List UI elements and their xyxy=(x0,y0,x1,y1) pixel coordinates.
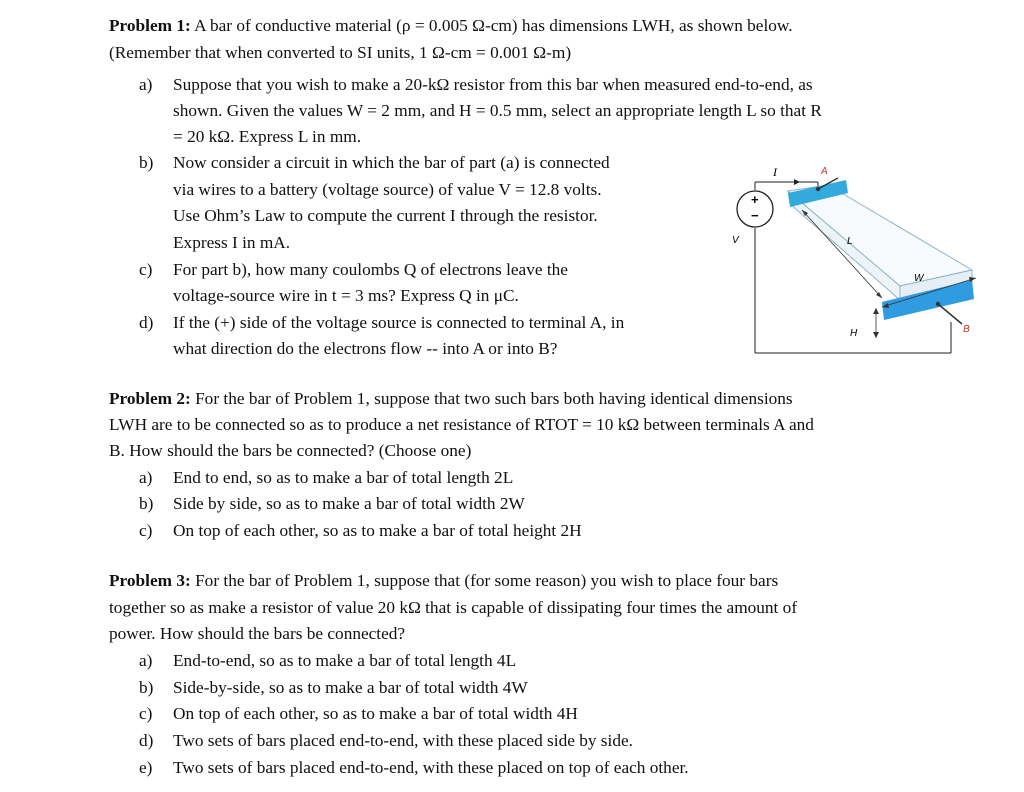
part-b-line1: Now consider a circuit in which the bar of part (a) is connected xyxy=(173,153,610,172)
part-b-label: b) xyxy=(139,153,154,172)
current-label: I xyxy=(773,165,777,179)
problem3-line3: power. How should the bars be connected? xyxy=(109,624,406,643)
resistor-circuit-diagram xyxy=(710,158,980,363)
problem3-option-a: End-to-end, so as to make a bar of total length 4L xyxy=(173,651,517,670)
problem3-option-b: Side-by-side, so as to make a bar of total width 4W xyxy=(173,678,528,697)
problem3-line1: Problem 3: For the bar of Problem 1, suppose that (for some reason) you wish to place four bars xyxy=(109,571,779,590)
problem1-heading: Problem 1: xyxy=(109,16,191,35)
part-d-line1: If the (+) side of the voltage source is connected to terminal A, in xyxy=(173,313,625,332)
problem2-option-c-label: c) xyxy=(139,521,153,540)
problem2-option-c: On top of each other, so as to make a bar of total height 2H xyxy=(173,521,582,540)
length-label: L xyxy=(847,236,853,247)
problem2-line3: B. How should the bars be connected? (Choose one) xyxy=(109,441,472,460)
part-a-line1: Suppose that you wish to make a 20-kΩ resistor from this bar when measured end-to-end, as xyxy=(173,75,813,94)
part-c-line1: For part b), how many coulombs Q of electrons leave the xyxy=(173,260,568,279)
terminal-b-label: B xyxy=(963,324,970,335)
height-label: H xyxy=(850,328,858,339)
part-b-line4: Express I in mA. xyxy=(173,233,291,252)
battery-plus-sign: + xyxy=(751,192,759,207)
problem3-line2: together so as make a resistor of value 20 kΩ that is capable of dissipating four times the amount of xyxy=(109,598,798,617)
width-label: W xyxy=(914,273,924,284)
problem2-option-b-label: b) xyxy=(139,494,154,513)
terminal-a-label: A xyxy=(821,166,828,177)
problem3-heading: Problem 3: xyxy=(109,571,191,590)
problem3-option-b-label: b) xyxy=(139,678,154,697)
problem3-option-d: Two sets of bars placed end-to-end, with these placed side by side. xyxy=(173,731,633,750)
problem2-option-a-label: a) xyxy=(139,468,153,487)
problem3-option-d-label: d) xyxy=(139,731,154,750)
part-d-label: d) xyxy=(139,313,154,332)
part-a-line3: = 20 kΩ. Express L in mm. xyxy=(173,127,362,146)
part-b-line3: Use Ohm’s Law to compute the current I through the resistor. xyxy=(173,206,598,225)
problem1-intro-line1: Problem 1: A bar of conductive material (ρ = 0.005 Ω-cm) has dimensions LWH, as shown below. xyxy=(109,16,793,35)
problem2-heading: Problem 2: xyxy=(109,389,191,408)
problem3-option-c-label: c) xyxy=(139,704,153,723)
problem3-option-c: On top of each other, so as to make a bar of total width 4H xyxy=(173,704,578,723)
part-a-line2: shown. Given the values W = 2 mm, and H = 0.5 mm, select an appropriate length L so that R xyxy=(173,101,822,120)
part-c-line2: voltage-source wire in t = 3 ms? Express Q in μC. xyxy=(173,286,519,305)
voltage-label: V xyxy=(732,235,739,246)
battery-minus-sign: − xyxy=(751,208,759,223)
problem2-line1: Problem 2: For the bar of Problem 1, suppose that two such bars both having identical dimensions xyxy=(109,389,793,408)
part-d-line2: what direction do the electrons flow -- into A or into B? xyxy=(173,339,558,358)
problem3-option-a-label: a) xyxy=(139,651,153,670)
problem3-option-e-label: e) xyxy=(139,758,153,777)
problem2-option-b: Side by side, so as to make a bar of total width 2W xyxy=(173,494,525,513)
problem1-intro-line2: (Remember that when converted to SI units, 1 Ω-cm = 0.001 Ω-m) xyxy=(109,43,572,62)
problem2-line2: LWH are to be connected so as to produce a net resistance of RTOT = 10 kΩ between terminals A and xyxy=(109,415,814,434)
problem3-option-e: Two sets of bars placed end-to-end, with these placed on top of each other. xyxy=(173,758,689,777)
part-c-label: c) xyxy=(139,260,153,279)
part-b-line2: via wires to a battery (voltage source) of value V = 12.8 volts. xyxy=(173,180,602,199)
problem2-option-a: End to end, so as to make a bar of total length 2L xyxy=(173,468,514,487)
part-a-label: a) xyxy=(139,75,153,94)
